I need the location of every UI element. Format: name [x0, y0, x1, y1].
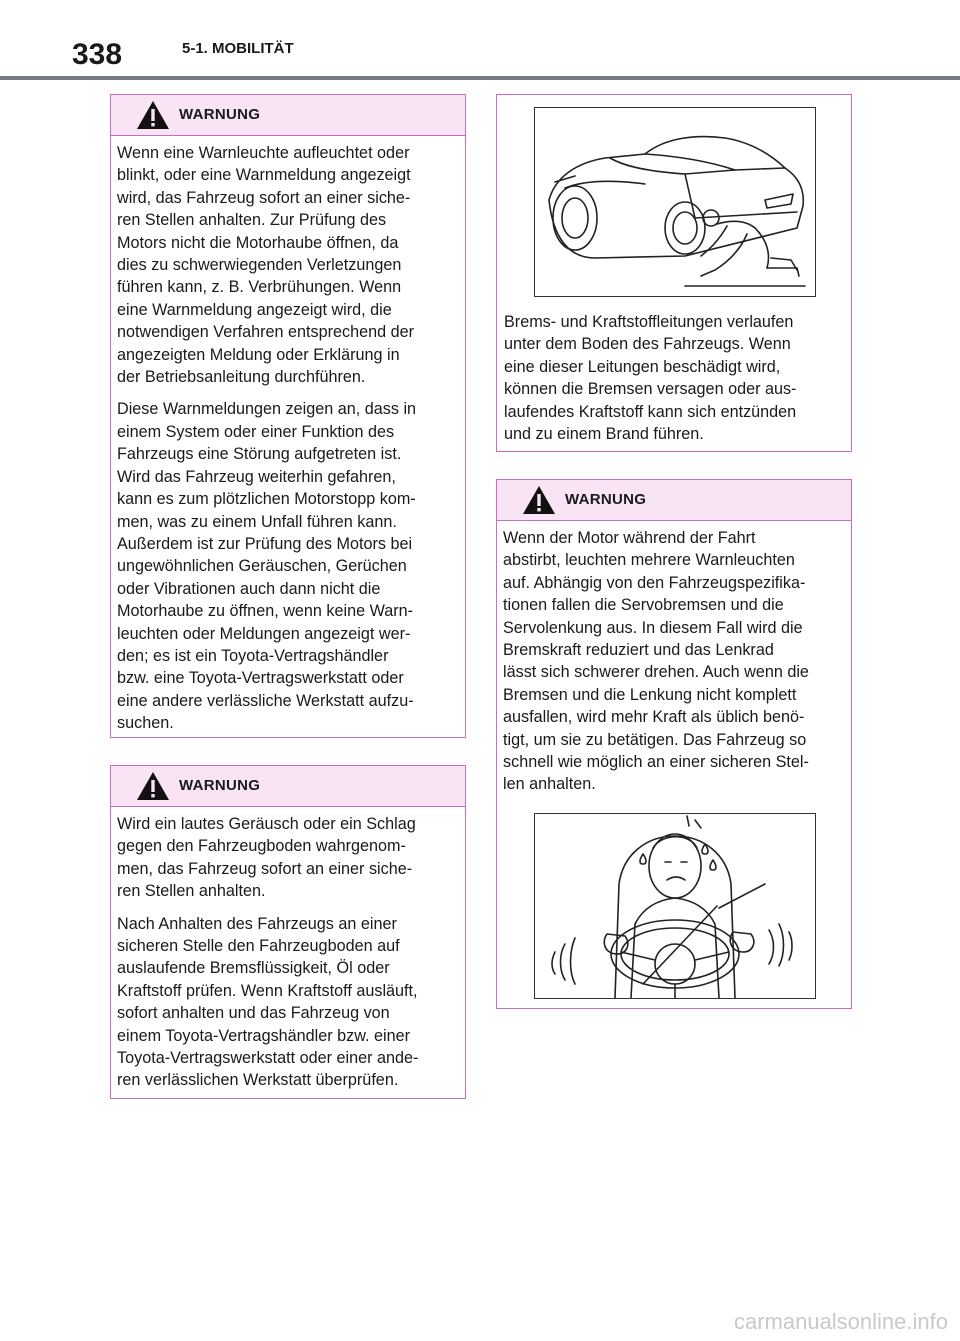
header-divider	[0, 76, 960, 80]
chapter-title: 5-1. MOBILITÄT	[182, 40, 294, 57]
warning-triangle-icon	[136, 771, 170, 801]
warning-triangle-icon	[522, 485, 556, 515]
warning-paragraph: Wenn eine Warnleuchte aufleuchtet oder blinkt, oder eine Warnmeldung angezeigt wird, das Fahrzeug sofort an einer siche- ren Stellen anhalten. Zur Prüfung des Motors nicht die Motorhaube öffnen, da dies zu schwerwiegenden Verletzungen führen kann, z. B. Verbrühungen. Wenn eine Warnmeldung angezeigt wird, die notwendigen Verfahren entsprechend der angezeigten Meldung oder Erklärung in der Betriebsanleitung durchführen.	[117, 144, 414, 387]
continued-paragraph: Brems- und Kraftstoffleitungen verlaufen unter dem Boden des Fahrzeugs. Wenn eine dieser Leitungen beschädigt wird, können die Bremsen versagen oder aus- laufendes Kraftstoff kann sich entzünden und zu einem Brand führen.	[504, 313, 797, 444]
warning-paragraph: Nach Anhalten des Fahrzeugs an einer sicheren Stelle den Fahrzeugboden auf auslaufende Bremsflüssigkeit, Öl oder Kraftstoff prüfen. Wenn Kraftstoff ausläuft, sofort anhalten und das Fahrzeug von einem Toyota-Vertragshändler bzw. einer Toyota-Vertragswerkstatt oder einer ande- ren verlässlichen Werkstatt überprüfen.	[117, 914, 419, 1090]
driver-heavy-steering-image	[535, 814, 815, 998]
car-underbody-check-image	[535, 108, 815, 296]
warning-paragraph: Wenn der Motor während der Fahrt abstirbt, leuchten mehrere Warnleuchten auf. Abhängig von den Fahrzeugspezifika- tionen fallen die Servobremsen und die Servolenkung aus. In diesem Fall wird die Bremskraft reduziert und das Lenkrad lässt sich schwerer drehen. Auch wenn die Bremsen und die Lenkung nicht komplett ausfallen, wird mehr Kraft als üblich benö- tigt, um sie zu betätigen. Das Fahrzeug so schnell wie möglich an einer sicheren Stel- len anhalten.	[503, 529, 809, 794]
warning-triangle-icon	[136, 100, 170, 130]
car-inspection-illustration	[534, 107, 816, 297]
page-number: 338	[72, 38, 123, 71]
warning-title: WARNUNG	[179, 777, 261, 794]
warning-box-2	[110, 765, 466, 1099]
warning-box-1	[110, 94, 466, 738]
warning-header	[111, 766, 465, 807]
warning-title: WARNUNG	[565, 491, 647, 508]
driver-steering-illustration	[534, 813, 816, 999]
warning-paragraph: Wird ein lautes Geräusch oder ein Schlag gegen den Fahrzeugboden wahrgenom- men, das Fahrzeug sofort an einer siche- ren Stellen anhalten.	[117, 815, 416, 901]
warning-paragraph: Diese Warnmeldungen zeigen an, dass in einem System oder einer Funktion des Fahrzeugs eine Störung aufgetreten ist. Wird das Fahrzeug weiterhin gefahren, kann es zum plötzlichen Motorstopp kom- men, was zu einem Unfall führen kann. Außerdem ist zur Prüfung des Motors bei ungewöhnlichen Geräuschen, Gerüchen oder Vibrationen auch dann nicht die Motorhaube zu öffnen, wenn keine Warn- leuchten oder Meldungen angezeigt wer- den; es ist ein Toyota-Vertragshändler bzw. eine Toyota-Vertragswerkstatt oder eine andere verlässliche Werkstatt aufzu- suchen.	[117, 400, 417, 733]
continued-warning-box	[496, 94, 852, 452]
watermark: carmanualsonline.info	[733, 1309, 948, 1334]
warning-title: WARNUNG	[179, 106, 261, 123]
warning-header	[497, 480, 851, 521]
warning-header	[111, 95, 465, 136]
warning-box-3	[496, 479, 852, 1009]
